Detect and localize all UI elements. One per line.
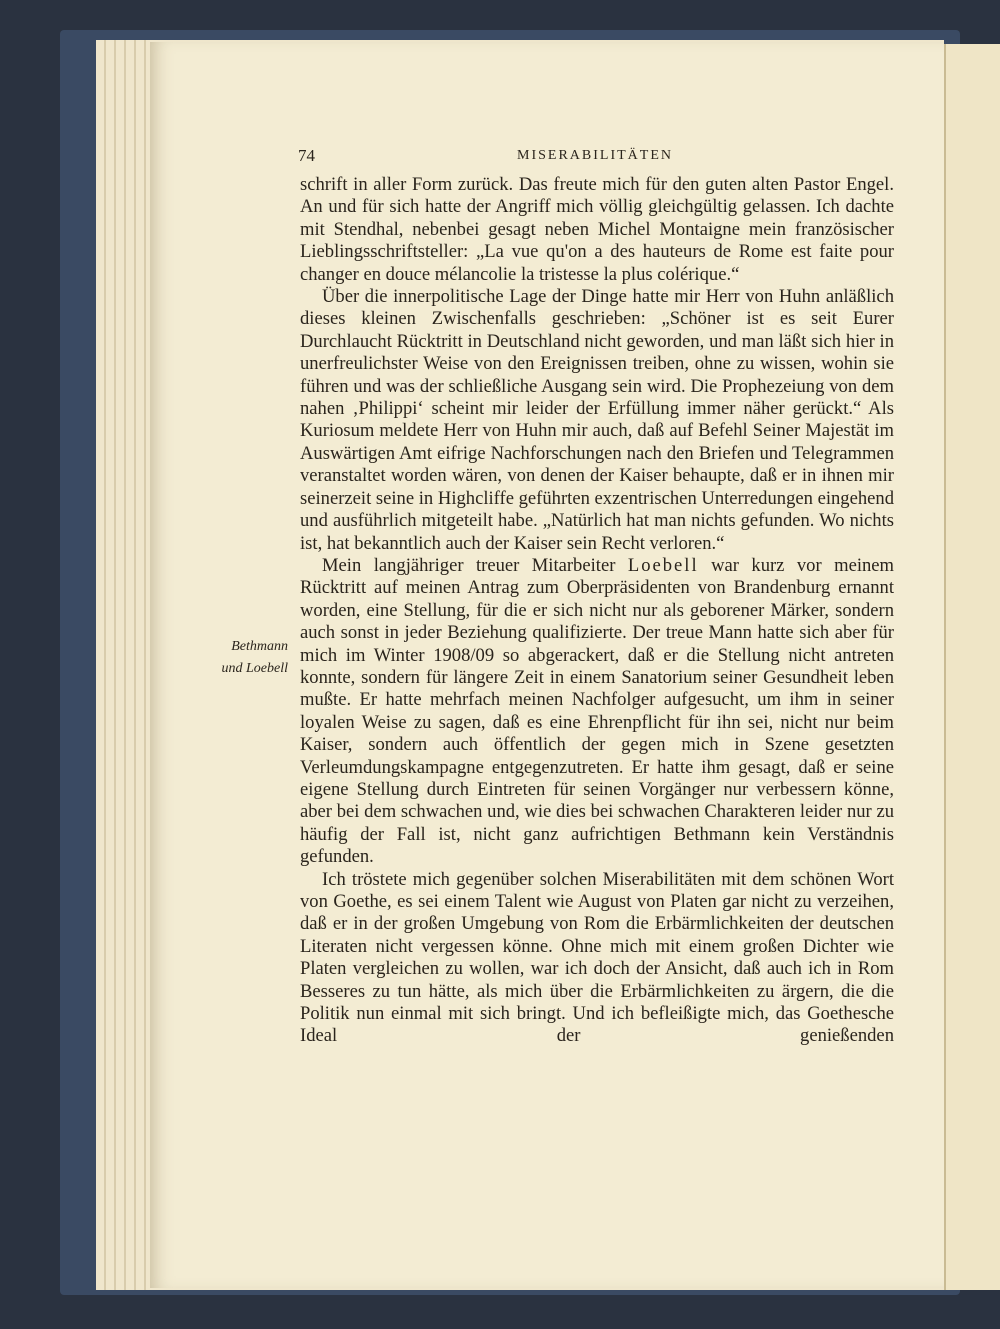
margin-note: [196, 636, 288, 680]
page-number: 74: [298, 146, 315, 165]
paragraph: Über die innerpolitische Lage der Dinge hatte mir Herr von Huhn anläßlich dieses kleinen Zwischenfalls geschrieben: „Schöner ist es seit Eurer Durchlaucht Rücktritt in Deutschland nicht geworden, und man läßt sich hier in unerfreulichster Weise von den Ereignissen treiben, ohne zu wissen, wohin sie führen und was der schließliche Ausgang sein wird. Die Prophezeiung von dem nahen ‚Philippi‘ scheint mir leider der Erfüllung immer näher gerückt.“ Als Kuriosum meldete Herr von Huhn mir auch, daß auf Befehl Seiner Majestät im Auswärtigen Amt eifrige Nachforschungen nach den Briefen und Telegrammen veranstaltet worden wären, von denen der Kaiser behaupte, daß er in ihnen mir seinerzeit seine in Highcliffe geführten exzentrischen Unterredungen eingehend und ausführlich mitgeteilt habe. „Natürlich hat man nichts gefunden. Wo nichts ist, hat bekanntlich auch der Kaiser sein Recht verloren.“: [300, 286, 894, 554]
body-text: [300, 174, 894, 1048]
paragraph-text: Rücktritt auf meinen Antrag zum Oberpräsidenten von Brandenburg ernannt worden, eine Stellung, für die er sich nicht nur als geborener Märker, sondern auch sonst in jeder Beziehung qualifizierte. Der treue Mann hatte sich aber für mich im Winter 1908/09 so abgerackert, daß er die Stellung nicht antreten konnte, sondern für längere Zeit in einem Sanatorium seiner Gesundheit leben mußte. Er hatte mehrfach meinen Nachfolger aufgesucht, um ihm in seiner loyalen Weise zu sagen, daß es eine Ehrenpflicht für ihn sei, nicht nur beim Kaiser, sondern auch öffentlich der gegen mich in Szene gesetzten Verleumdungskampagne entgegenzutreten. Er hatte ihm gesagt, daß er seine eigene Stellung durch Eintreten für seinen Vorgänger nur verbessern könne, aber bei dem schwachen und, wie dies bei schwachen Charakteren leider nur zu häufig der Fall ist, nicht ganz aufrichtigen Bethmann kein Verständnis gefunden.: [300, 577, 894, 868]
margin-note-line: Bethmann: [231, 639, 288, 654]
page-edge: [104, 40, 106, 1290]
next-page-edge: [944, 44, 1000, 1290]
paragraph: [300, 555, 894, 869]
paragraph-lead: Mein langjähriger treuer Mitarbeiter: [322, 554, 628, 576]
paragraph: Ich tröstete mich gegenüber solchen Miserabilitäten mit dem schönen Wort von Goethe, es sei einem Talent wie August von Platen gar nicht zu verzeihen, daß er in der großen Umgebung von Rom die Erbärmlichkeiten der deutschen Literaten nicht vergessen könne. Ohne mich mit einem großen Dichter wie Platen vergleichen zu wollen, war ich doch der Ansicht, daß auch ich in Rom Besseres zu tun hätte, als mich über die Erbärmlichkeiten zu ärgern, die die Politik nun einmal mit sich bringt. Und ich befleißigte mich, das Goethesche Ideal der genießenden: [300, 868, 894, 1047]
page-edge: [144, 40, 146, 1290]
page-edge: [114, 40, 116, 1290]
page-header: [298, 146, 892, 170]
page-edge: [124, 40, 126, 1290]
running-title: MISERABILITÄTEN: [517, 148, 673, 163]
paragraph: schrift in aller Form zurück. Das freute mich für den guten alten Pastor Engel. An und für sich hatte der Angriff mich völlig gleichgültig gelassen. Ich dachte mit Stendhal, nebenbei gesagt neben Michel Montaigne mein französischer Lieblingsschriftsteller: „La vue qu'on a des hauteurs de Rome est faite pour changer en douce mélancolie la tristesse la plus colérique.“: [300, 174, 894, 285]
person-name: Loebell: [627, 554, 699, 576]
margin-note-line: und Loebell: [221, 661, 288, 676]
page-edge: [134, 40, 136, 1290]
paragraph-lead-end: war kurz vor meinem: [698, 554, 894, 576]
